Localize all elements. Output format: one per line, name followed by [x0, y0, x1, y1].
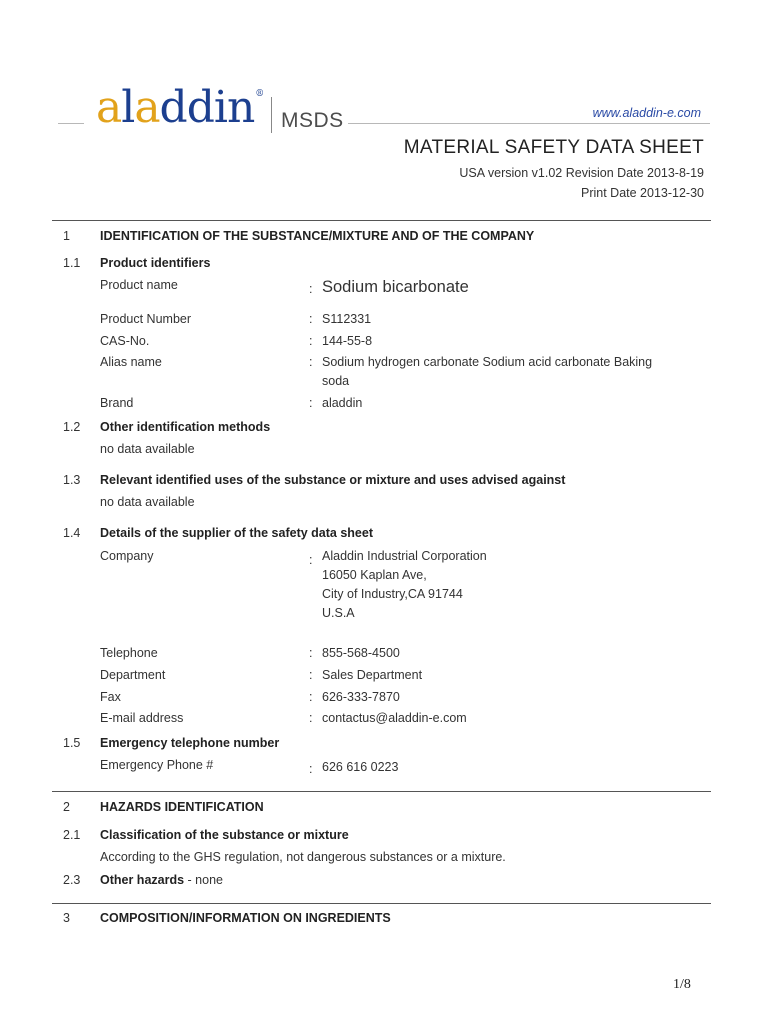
body-text: According to the GHS regulation, not dangerous substances or a mixture. [100, 850, 506, 864]
subsection-number: 1.1 [63, 256, 81, 270]
subsection-number: 2.3 [63, 873, 81, 887]
colon: : [309, 355, 313, 369]
colon: : [309, 334, 313, 348]
colon: : [309, 396, 313, 410]
subsection-title: Details of the supplier of the safety data sheet [100, 526, 373, 540]
field-label: Product Number [100, 312, 192, 326]
colon: : [309, 646, 313, 660]
field-label: Company [100, 549, 154, 563]
email[interactable]: contactus@aladdin-e.com [322, 711, 467, 725]
fax: 626-333-7870 [322, 690, 400, 704]
field-label: E-mail address [100, 711, 184, 725]
section-number: 3 [63, 911, 70, 925]
company-address-line: 16050 Kaplan Ave, [322, 568, 427, 582]
logo-separator [271, 97, 272, 133]
section-divider [52, 791, 711, 792]
colon: : [309, 282, 313, 296]
colon: : [309, 711, 313, 725]
section-divider [52, 903, 711, 904]
body-text: no data available [100, 442, 195, 456]
colon: : [309, 668, 313, 682]
colon: : [309, 312, 313, 326]
section-divider [52, 220, 711, 221]
field-label: Product name [100, 278, 178, 292]
colon: : [309, 690, 313, 704]
print-date-line: Print Date 2013-12-30 [581, 186, 704, 200]
alias-name-line: Sodium hydrogen carbonate Sodium acid carbonate Baking [322, 355, 653, 369]
colon: : [309, 553, 313, 567]
subsection-title: Emergency telephone number [100, 736, 280, 750]
subsection-title: Other hazards [100, 873, 185, 887]
subsection-number: 1.5 [63, 736, 81, 750]
website-link[interactable]: www.aladdin-e.com [592, 106, 701, 120]
section-number: 2 [63, 800, 70, 814]
page-number: 1/8 [673, 977, 691, 992]
subsection-title: Classification of the substance or mixture [100, 828, 349, 842]
body-text: no data available [100, 495, 195, 509]
subsection-number: 1.2 [63, 420, 81, 434]
company-address-line: City of Industry,CA 91744 [322, 587, 463, 601]
department: Sales Department [322, 668, 423, 682]
brand: aladdin [322, 396, 363, 410]
section-title: HAZARDS IDENTIFICATION [100, 800, 264, 814]
alias-name-line: soda [322, 374, 350, 388]
subsection-number: 2.1 [63, 828, 81, 842]
msds-label: MSDS [281, 109, 344, 132]
company-address-line: U.S.A [322, 606, 355, 620]
field-label: Alias name [100, 355, 162, 369]
other-hazards-line [100, 873, 223, 887]
logo-left-rule [58, 123, 84, 124]
field-label: Emergency Phone # [100, 758, 214, 772]
colon: : [309, 762, 313, 776]
subsection-title: Product identifiers [100, 256, 211, 270]
field-label: CAS-No. [100, 334, 150, 348]
section-title: IDENTIFICATION OF THE SUBSTANCE/MIXTURE AND OF THE COMPANY [100, 229, 535, 243]
product-name: Sodium bicarbonate [322, 278, 469, 296]
emergency-phone: 626 616 0223 [322, 760, 399, 774]
product-number: S112331 [322, 312, 372, 326]
field-label: Department [100, 668, 166, 682]
subsection-number: 1.3 [63, 473, 81, 487]
aladdin-logo: aladdin® [96, 82, 264, 133]
field-label: Telephone [100, 646, 158, 660]
other-hazards-value: - none [184, 873, 223, 887]
section-title: COMPOSITION/INFORMATION ON INGREDIENTS [100, 911, 391, 925]
document-title: MATERIAL SAFETY DATA SHEET [403, 137, 704, 158]
logo-right-rule [348, 123, 710, 124]
section-number: 1 [63, 229, 70, 243]
version-line: USA version v1.02 Revision Date 2013-8-19 [459, 166, 704, 180]
company-address-line: Aladdin Industrial Corporation [322, 549, 487, 563]
cas-number: 144-55-8 [322, 334, 373, 348]
field-label: Brand [100, 396, 134, 410]
subsection-title: Other identification methods [100, 420, 271, 434]
subsection-number: 1.4 [63, 526, 81, 540]
subsection-title: Relevant identified uses of the substance or mixture and uses advised against [100, 473, 566, 487]
telephone: 855-568-4500 [322, 646, 400, 660]
field-label: Fax [100, 690, 121, 704]
